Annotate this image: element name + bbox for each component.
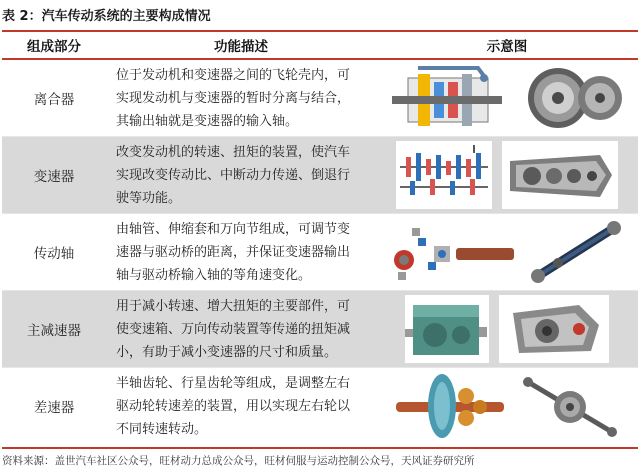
component-diagram <box>376 214 638 291</box>
description-line: 实现改变传动比、中断动力传递、倒退行 <box>116 167 351 183</box>
component-name: 差速器 <box>2 368 106 445</box>
description-line: 实现发动机与变速器的暂时分离与结合， <box>116 90 351 106</box>
component-name: 离合器 <box>2 59 106 137</box>
description-line: 驶等功能。 <box>116 190 182 206</box>
description-line: 半轴齿轮、行星齿轮等组成，是调整左右 <box>116 375 351 391</box>
differential-gears-icon <box>392 372 508 440</box>
component-name: 主减速器 <box>2 291 106 368</box>
component-diagram <box>376 59 638 137</box>
header-diagram: 示意图 <box>376 32 638 59</box>
description-line: 由轴管、伸缩套和万向节组成，可调节变 <box>116 221 351 237</box>
header-function: 功能描述 <box>106 32 376 59</box>
description-line: 速器与驱动桥的距离，并保证变速器输出 <box>116 244 351 260</box>
component-name: 变速器 <box>2 137 106 214</box>
differential-axle-icon <box>518 372 622 440</box>
component-name: 传动轴 <box>2 214 106 291</box>
header-row <box>2 32 638 59</box>
transmission-cutaway-icon <box>502 141 618 209</box>
table-row <box>2 214 638 291</box>
description-line: 位于发动机和变速器之间的飞轮壳内，可 <box>116 67 351 83</box>
component-diagram <box>376 137 638 214</box>
source-note: 资料来源：盖世汽车社区公众号，旺材动力总成公众号，旺材伺服与运动控制公众号，天风证券研究所 <box>2 455 475 467</box>
final-drive-unit-icon <box>499 295 609 363</box>
table-row <box>2 59 638 137</box>
table-row <box>2 291 638 368</box>
description-line: 不同转速转动。 <box>116 421 208 437</box>
header-component: 组成部分 <box>2 32 106 59</box>
clutch-assembly-icon <box>516 64 626 132</box>
universal-joint-exploded-icon <box>388 218 516 286</box>
description-line: 改变发动机的转速、扭矩的装置，使汽车 <box>116 144 351 160</box>
table-row <box>2 368 638 445</box>
description-line: 用于减小转速、增大扭矩的主要部件，可 <box>116 298 351 314</box>
description-line: 使变速箱、万向传动装置等传递的扭矩减 <box>116 321 351 337</box>
reducer-gearbox-icon <box>405 295 489 363</box>
component-description <box>106 137 376 214</box>
component-diagram <box>376 368 638 445</box>
component-description <box>106 291 376 368</box>
components-table <box>2 32 638 444</box>
component-description <box>106 59 376 137</box>
component-diagram <box>376 291 638 368</box>
description-line: 轴与驱动桥输入轴的等角速变化。 <box>116 267 312 283</box>
description-line: 其输出轴就是变速器的输入轴。 <box>116 113 299 129</box>
description-line: 小，有助于减小变速器的尺寸和质量。 <box>116 344 338 360</box>
component-description <box>106 368 376 445</box>
clutch-diagram-icon <box>388 64 506 132</box>
table-caption: 表 2：汽车传动系统的主要构成情况 <box>2 9 211 24</box>
component-description <box>106 214 376 291</box>
description-line: 驱动轮转速差的装置，用以实现左右轮以 <box>116 398 351 414</box>
table-row <box>2 137 638 214</box>
gearbox-schematic-icon <box>396 141 492 209</box>
drive-shaft-icon <box>526 218 626 286</box>
